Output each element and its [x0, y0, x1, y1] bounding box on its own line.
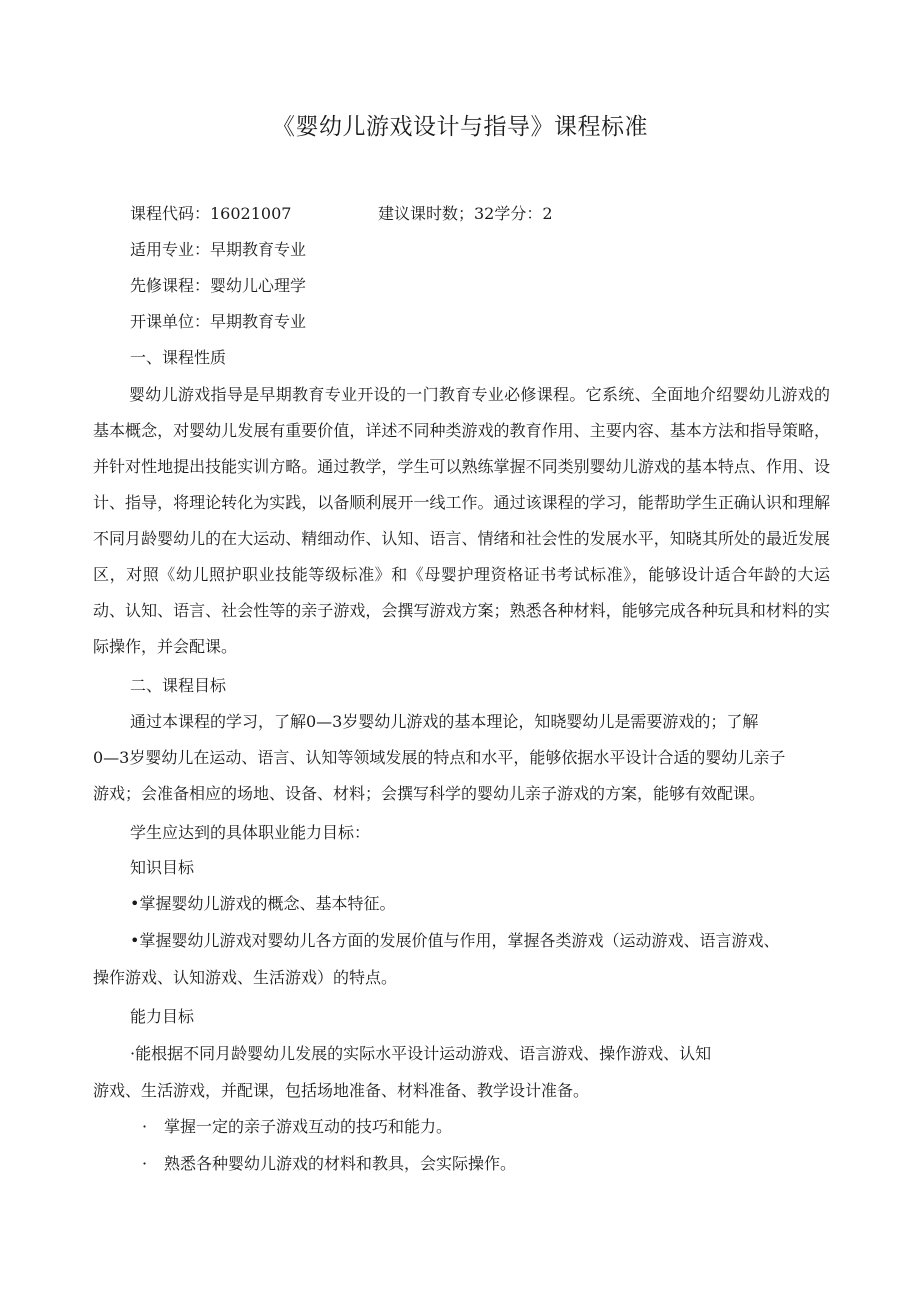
section2-paragraph-line2: 0—3岁婴幼儿在运动、语言、认知等领域发展的特点和水平，能够依据水平设计合适的婴幼儿亲子 [93, 748, 786, 767]
course-info-row [130, 203, 553, 225]
hours-credits: 建议课时数；32学分：2 [378, 204, 553, 223]
ability-heading: 能力目标 [130, 1007, 195, 1026]
knowledge-heading: 知识目标 [130, 858, 195, 877]
bullet-icon: · [142, 1154, 148, 1173]
ability-item-line1: ·能根据不同月龄婴幼儿发展的实际水平设计运动游戏、语言游戏、操作游戏、认知 [130, 1044, 712, 1063]
section2-heading: 二、课程目标 [130, 676, 227, 695]
ability-bullet-item [142, 1116, 452, 1138]
applicable-major: 适用专业：早期教育专业 [130, 240, 307, 259]
knowledge-item-continued: 操作游戏、认知游戏、生活游戏）的特点。 [93, 968, 398, 987]
ability-bullet-text: 掌握一定的亲子游戏互动的技巧和能力。 [164, 1117, 453, 1136]
section1-heading: 一、课程性质 [130, 348, 227, 367]
knowledge-item: •掌握婴幼儿游戏对婴幼儿各方面的发展价值与作用，掌握各类游戏（运动游戏、语言游戏、 [130, 931, 780, 950]
section2-paragraph-line3: 游戏；会准备相应的场地、设备、材料；会撰写科学的婴幼儿亲子游戏的方案，能够有效配课。 [93, 784, 766, 803]
prerequisite-course: 先修课程：婴幼儿心理学 [130, 276, 307, 295]
ability-bullet-item [142, 1153, 516, 1175]
course-code: 课程代码：16021007 [130, 204, 292, 223]
section2-paragraph-line1: 通过本课程的学习，了解0—3岁婴幼儿游戏的基本理论，知晓婴幼儿是需要游戏的；了解 [130, 712, 759, 731]
section1-paragraph: 婴幼儿游戏指导是早期教育专业开设的一门教育专业必修课程。它系统、全面地介绍婴幼儿游戏的基本概念，对婴幼儿发展有重要价值，详述不同种类游戏的教育作用、主要内容、基本方法和指导策略，并针对性地提出技能实训方略。通过教学，学生可以熟练掌握不同类别婴幼儿游戏的基本特点、作用、设计、指导，将理论转化为实践，以备顺利展开一线工作。通过该课程的学习，能帮助学生正确认识和理解不同月龄婴幼儿的在大运动、精细动作、认知、语言、情绪和社会性的发展水平，知晓其所处的最近发展区，对照《幼儿照护职业技能等级标准》和《母婴护理资格证书考试标准》，能够设计适合年龄的大运动、认知、语言、社会性等的亲子游戏，会撰写游戏方案；熟悉各种材料，能够完成各种玩具和材料的实际操作，并会配课。 [93, 385, 830, 656]
ability-bullet-text: 熟悉各种婴幼儿游戏的材料和教具，会实际操作。 [164, 1154, 517, 1173]
bullet-icon: · [142, 1117, 148, 1136]
document-title: 《婴幼儿游戏设计与指导》课程标准 [272, 114, 648, 140]
offering-unit: 开课单位：早期教育专业 [130, 312, 307, 331]
ability-intro: 学生应达到的具体职业能力目标： [130, 823, 371, 842]
knowledge-item: •掌握婴幼儿游戏的概念、基本特征。 [130, 894, 396, 913]
ability-item-line2: 游戏、生活游戏，并配课，包括场地准备、材料准备、教学设计准备。 [93, 1081, 590, 1100]
